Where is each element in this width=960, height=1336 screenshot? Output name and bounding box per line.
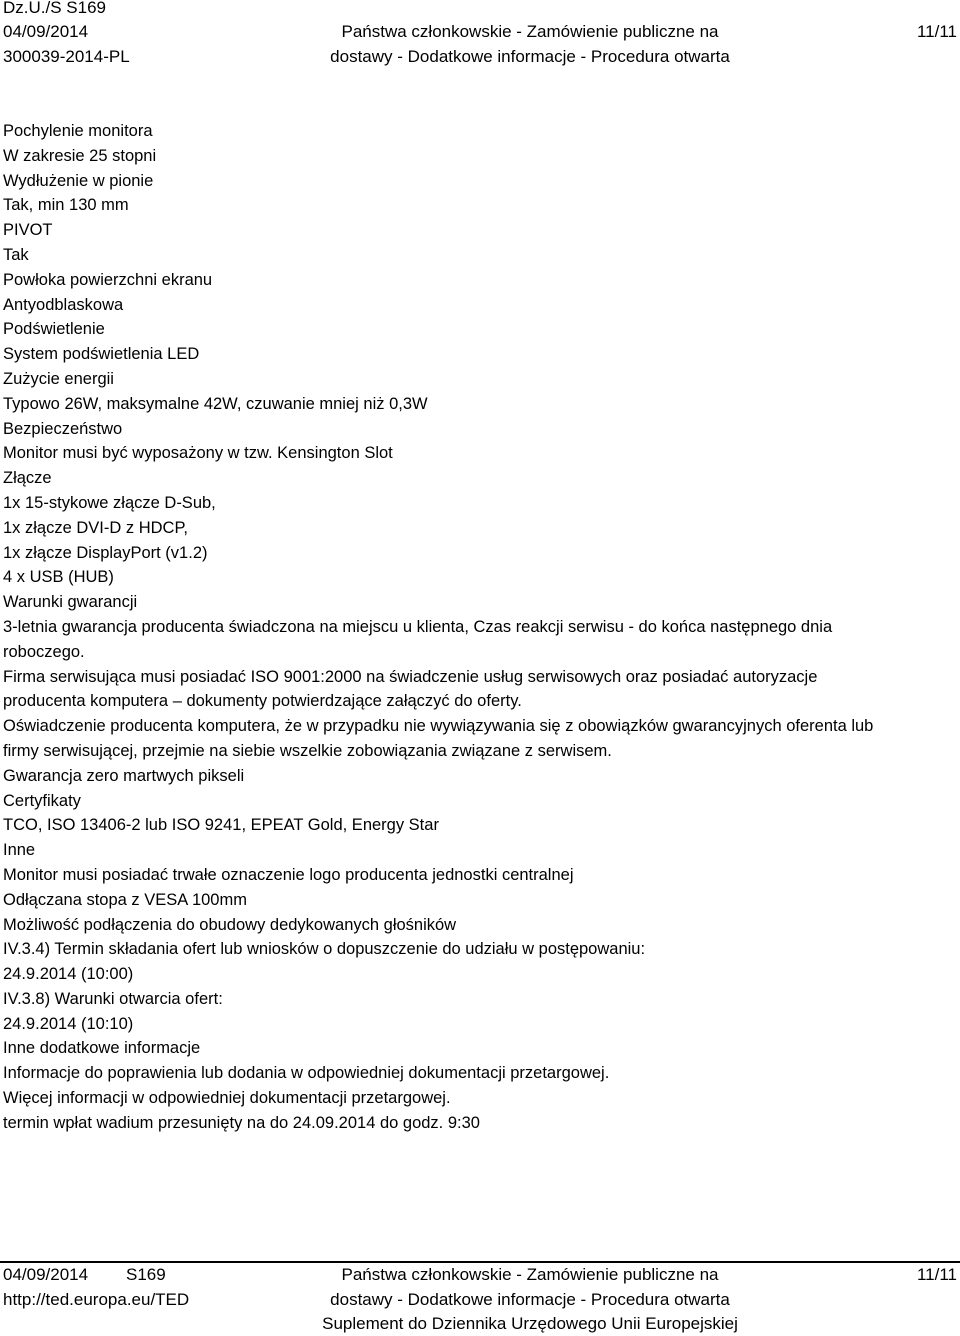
notice-number: 300039-2014-PL bbox=[3, 47, 130, 66]
body-line: Pochylenie monitora bbox=[3, 122, 153, 140]
body-line: Oświadczenie producenta komputera, że w przypadku nie wywiązywania się z obowiązków gwarancyjnych oferenta lub bbox=[3, 717, 874, 736]
body-line: Warunki gwarancji bbox=[3, 593, 138, 612]
body-line: Zużycie energii bbox=[3, 369, 114, 388]
body-line: 4 x USB (HUB) bbox=[3, 568, 114, 587]
body-line: Odłączana stopa z VESA 100mm bbox=[3, 890, 247, 909]
body-line: Gwarancja zero martwych pikseli bbox=[3, 766, 245, 785]
footer-url[interactable]: http://ted.europa.eu/TED bbox=[3, 1290, 190, 1309]
body-line: Bezpieczeństwo bbox=[3, 419, 123, 438]
header-page-number: 11/11 bbox=[916, 22, 957, 41]
body-line: Antyodblaskowa bbox=[3, 295, 124, 314]
document-body bbox=[3, 119, 943, 1136]
body-line: 1x złącze DisplayPort (v1.2) bbox=[3, 543, 208, 562]
footer-date: 04/09/2014 bbox=[3, 1265, 89, 1284]
body-line: PIVOT bbox=[3, 221, 53, 240]
body-line: 1x złącze DVI-D z HDCP, bbox=[3, 518, 188, 537]
body-line: Więcej informacji w odpowiedniej dokumentacji przetargowej. bbox=[3, 1089, 451, 1108]
body-line: Certyfikaty bbox=[3, 791, 81, 810]
body-line: Podświetlenie bbox=[3, 320, 105, 339]
footer-title-line2: dostawy - Dodatkowe informacje - Procedura otwarta bbox=[330, 1290, 730, 1309]
body-line: 3-letnia gwarancja producenta świadczona na miejscu u klienta, Czas reakcji serwisu - do końca następnego dnia bbox=[3, 617, 833, 636]
body-line: Możliwość podłączenia do obudowy dedykowanych głośników bbox=[3, 915, 457, 934]
header-title-line1: Państwa członkowskie - Zamówienie publiczne na bbox=[341, 22, 719, 41]
body-line: 24.9.2014 (10:10) bbox=[3, 1014, 134, 1033]
body-line: roboczego. bbox=[3, 642, 85, 661]
header-date: 04/09/2014 bbox=[3, 22, 89, 41]
doc-reference: Dz.U./S S169 bbox=[3, 0, 106, 17]
body-line: 1x 15-stykowe złącze D-Sub, bbox=[3, 493, 216, 512]
body-line: Inne dodatkowe informacje bbox=[3, 1039, 201, 1058]
body-line: termin wpłat wadium przesunięty na do 24.09.2014 do godz. 9:30 bbox=[3, 1113, 480, 1132]
footer-title-line3: Suplement do Dziennika Urzędowego Unii Europejskiej bbox=[322, 1314, 738, 1333]
body-line: Firma serwisująca musi posiadać ISO 9001:2000 na świadczenie usług serwisowych oraz posiadać autoryzacje bbox=[3, 667, 818, 686]
body-line: Inne bbox=[3, 841, 36, 860]
footer-series: S169 bbox=[126, 1265, 166, 1284]
body-line: Tak, min 130 mm bbox=[3, 196, 129, 215]
body-line: Złącze bbox=[3, 469, 52, 488]
body-line: firmy serwisującej, przejmie na siebie wszelkie zobowiązania związane z serwisem. bbox=[3, 741, 612, 760]
body-line: Typowo 26W, maksymalne 42W, czuwanie mniej niż 0,3W bbox=[3, 394, 428, 413]
body-line: IV.3.4) Termin składania ofert lub wniosków o dopuszczenie do udziału w postępowaniu: bbox=[3, 940, 646, 959]
body-line: Tak bbox=[3, 245, 29, 264]
body-line: 24.9.2014 (10:00) bbox=[3, 965, 134, 984]
body-line: IV.3.8) Warunki otwarcia ofert: bbox=[3, 989, 223, 1008]
body-line: TCO, ISO 13406-2 lub ISO 9241, EPEAT Gold, Energy Star bbox=[3, 816, 439, 835]
body-line: W zakresie 25 stopni bbox=[3, 146, 157, 165]
header-title-line2: dostawy - Dodatkowe informacje - Procedura otwarta bbox=[330, 47, 730, 66]
body-line: Monitor musi być wyposażony w tzw. Kensington Slot bbox=[3, 444, 393, 463]
body-line: Powłoka powierzchni ekranu bbox=[3, 270, 213, 289]
body-line: Wydłużenie w pionie bbox=[3, 171, 154, 190]
footer-title-line1: Państwa członkowskie - Zamówienie publiczne na bbox=[341, 1265, 719, 1284]
body-line: Monitor musi posiadać trwałe oznaczenie logo producenta jednostki centralnej bbox=[3, 865, 574, 884]
body-line: producenta komputera – dokumenty potwierdzające załączyć do oferty. bbox=[3, 692, 522, 711]
footer-page-number: 11/11 bbox=[916, 1265, 957, 1284]
body-line: Informacje do poprawienia lub dodania w odpowiedniej dokumentacji przetargowej. bbox=[3, 1064, 610, 1083]
body-line: System podświetlenia LED bbox=[3, 345, 200, 364]
